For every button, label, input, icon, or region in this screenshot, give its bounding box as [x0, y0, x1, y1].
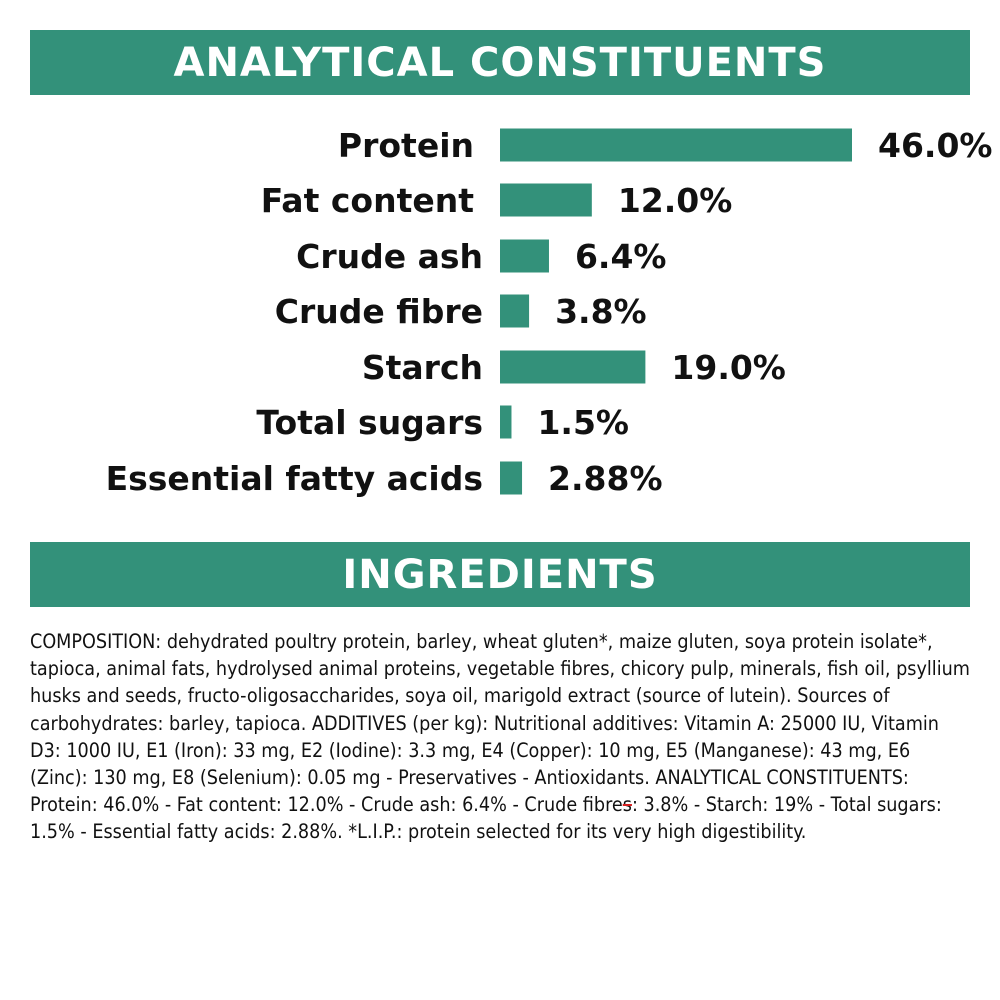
composition-text	[30, 628, 970, 846]
ingredients-banner	[30, 542, 970, 607]
bar-starch	[500, 351, 645, 384]
category-label-fat-content: Fat content	[260, 181, 474, 220]
bar-fat-content	[500, 184, 592, 217]
ingredients-title: INGREDIENTS	[342, 551, 658, 598]
category-label-starch: Starch	[361, 348, 483, 387]
category-label-total-sugars: Total sugars	[256, 403, 483, 442]
bar-essential-fatty-acids	[500, 462, 522, 495]
value-label-fat-content: 12.0%	[617, 181, 733, 220]
category-label-essential-fatty-acids: Essential fatty acids	[105, 459, 483, 498]
bar-protein	[500, 129, 852, 162]
composition-text-end: : 3.8% - Starch: 19% - Total sugars: 1.5% - Essential fatty acids: 2.88%. *L.I.P.: protein selected for its very high digestibility.	[30, 793, 942, 844]
value-label-protein: 46.0%	[878, 126, 993, 165]
value-label-crude-ash: 6.4%	[574, 237, 667, 276]
value-label-essential-fatty-acids: 2.88%	[548, 459, 663, 498]
bar-total-sugars	[500, 406, 511, 439]
composition-text-main: COMPOSITION: dehydrated poultry protein, barley, wheat gluten*, maize gluten, soya protein isolate*, tapioca, animal fats, hydrolysed animal proteins, vegetable fibres, chicory pulp, minerals, fish oil, psyllium husks and seeds, fructo-oligosaccharides, soya oil, marigold extract (source of lutein). Sources of carbohydrates: barley, tapioca. ADDITIVES (per kg): Nutritional additives: Vitamin A: 25000 IU, Vitamin D3: 1000 IU, E1 (Iron): 33 mg, E2 (Iodine): 3.3 mg, E4 (Copper): 10 mg, E5 (Manganese): 43 mg, E6 (Zinc): 130 mg, E8 (Selenium): 0.05 mg - Preservatives - Antioxidants. ANALYTICAL CONSTITUENTS: Protein: 46.0% - Fat content: 12.0% - Crude ash: 6.4% - Crude fibre	[30, 630, 970, 817]
category-label-crude-fibre: Crude fibre	[274, 292, 483, 331]
bar-crude-fibre	[500, 295, 529, 328]
category-label-crude-ash: Crude ash	[296, 237, 483, 276]
value-label-starch: 19.0%	[671, 348, 786, 387]
struck-letter: s	[622, 793, 632, 817]
value-label-crude-fibre: 3.8%	[555, 292, 647, 331]
analytical-constituents-title: ANALYTICAL CONSTITUENTS	[173, 39, 827, 86]
value-label-total-sugars: 1.5%	[537, 403, 630, 442]
category-label-protein: Protein	[337, 126, 474, 165]
bar-crude-ash	[500, 240, 549, 273]
